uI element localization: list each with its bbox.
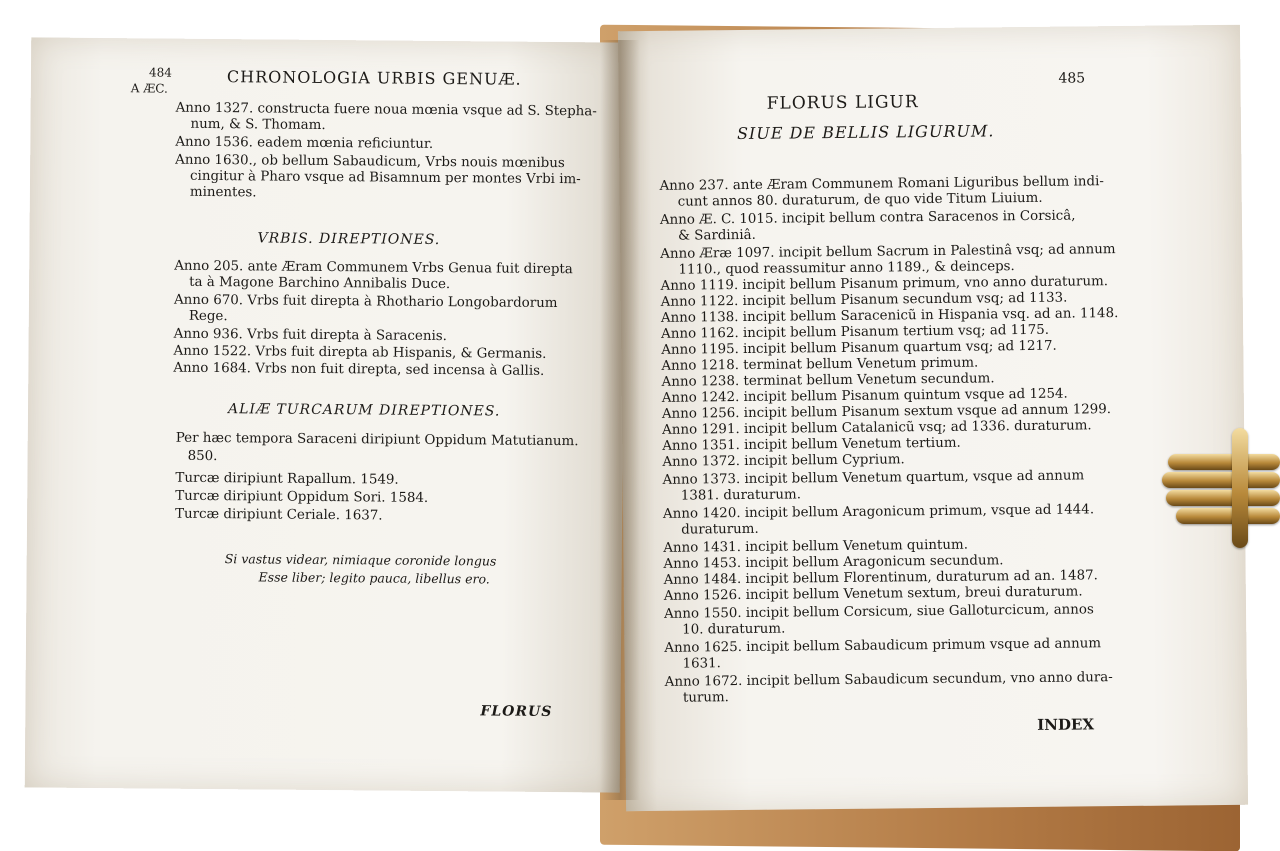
text-line: Anno 1522. Vrbs fuit direpta ab Hispanis, & Germanis. — [173, 343, 547, 362]
text-line: Anno 670. Vrbs fuit direpta à Rhothario Longobardorum — [173, 292, 558, 312]
section-title-direptiones: VRBIS. DIREPTIONES. — [257, 230, 441, 248]
text-line: Anno 1327. constructa fuere noua mœnia vsque ad S. Stepha- — [175, 100, 597, 120]
text-line: 10. duraturum. — [682, 621, 786, 638]
text-line: Anno 1684. Vrbs non fuit direpta, sed incensa à Gallis. — [173, 360, 545, 379]
text-line: Anno 1672. incipit bellum Sabaudicum secundum, vno anno dura- — [664, 670, 1113, 690]
text-line: Anno 1484. incipit bellum Florentinum, duraturum ad an. 1487. — [663, 568, 1098, 588]
text-line: Anno Æræ 1097. incipit bellum Sacrum in Palestinâ vsq; ad annum — [660, 242, 1116, 262]
brass-clasp — [1162, 418, 1280, 558]
text-line: Anno 1138. incipit bellum Saracenicũ in Hispania vsq. ad an. 1148. — [660, 306, 1119, 326]
text-line: Anno 1122. incipit bellum Pisanum secundum vsq; ad 1133. — [660, 290, 1068, 310]
margin-label: A ÆC. — [130, 81, 168, 96]
verse-line: Esse liber; legito pauca, libellus ero. — [258, 569, 490, 587]
text-line: Turcæ diripiunt Ceriale. 1637. — [175, 506, 383, 524]
text-line: Anno 1351. incipit bellum Venetum tertium. — [662, 435, 961, 454]
running-head-left: CHRONOLOGIA URBIS GENUÆ. — [226, 67, 522, 89]
text-line: Anno 1431. incipit bellum Venetum quintum. — [663, 537, 969, 556]
text-line: Anno 1218. terminat bellum Venetum primum. — [661, 355, 979, 374]
text-line: Anno 1536. eadem mœnia reficiuntur. — [175, 134, 434, 152]
text-line: num, & S. Thomam. — [190, 116, 326, 133]
catchword-left: FLORUS — [480, 703, 553, 720]
text-line: Turcæ diripiunt Rapallum. 1549. — [175, 470, 399, 488]
text-line: turum. — [682, 690, 729, 706]
text-line: Anno 1550. incipit bellum Corsicum, siue Galloturcicum, annos — [663, 602, 1094, 622]
verse-line: Si vastus videar, nimiaque coronide longus — [224, 551, 497, 569]
text-line: Anno 1453. incipit bellum Aragonicum secundum. — [663, 553, 1004, 572]
right-page — [618, 25, 1248, 811]
text-line: Per hæc tempora Saraceni diripiunt Oppidum Matutianum. — [175, 430, 579, 450]
text-line: Anno 1420. incipit bellum Aragonicum primum, vsque ad 1444. — [662, 502, 1095, 522]
text-line: 1631. — [682, 656, 721, 672]
text-line: ta à Magone Barchino Annibalis Duce. — [189, 274, 451, 293]
text-line: Anno 1242. incipit bellum Pisanum quintum vsque ad 1254. — [661, 386, 1068, 406]
text-line: Anno 1630., ob bellum Sabaudicum, Vrbs nouis mœnibus — [175, 152, 565, 172]
text-line: Anno 1162. incipit bellum Pisanum tertium vsq; ad 1175. — [661, 322, 1050, 342]
text-line: cingitur à Pharo vsque ad Bisamnum per montes Vrbi im- — [190, 168, 581, 188]
page-number-left: 484 — [148, 65, 172, 80]
text-line: Anno 1526. incipit bellum Venetum sextum, breui duraturum. — [663, 584, 1083, 604]
text-line: 1110., quod reassumitur anno 1189., & deinceps. — [678, 259, 1015, 278]
section-title-turcarum: ALIÆ TURCARUM DIREPTIONES. — [227, 401, 501, 420]
catchword-right: INDEX — [1037, 715, 1095, 734]
text-line: Anno 936. Vrbs fuit direpta à Saracenis. — [173, 326, 447, 345]
left-page — [25, 37, 627, 792]
text-line: Anno Æ. C. 1015. incipit bellum contra Saracenos in Corsicâ, — [659, 208, 1076, 228]
text-line: Anno 1119. incipit bellum Pisanum primum, vno anno duraturum. — [660, 274, 1109, 294]
text-line: 850. — [187, 448, 218, 465]
page-subtitle: SIUE DE BELLIS LIGURUM. — [736, 121, 995, 144]
text-line: duraturum. — [681, 521, 759, 538]
text-line: 1381. duraturum. — [680, 487, 802, 504]
text-line: Anno 1291. incipit bellum Catalanicũ vsq; ad 1336. duraturum. — [662, 418, 1092, 438]
text-line: Anno 205. ante Æram Communem Vrbs Genua fuit direpta — [174, 258, 573, 278]
page-title: FLORUS LIGUR — [766, 92, 919, 114]
text-line: minentes. — [189, 184, 257, 201]
text-line: cunt annos 80. duraturum, de quo vide Titum Liuium. — [677, 190, 1043, 210]
text-line: Anno 1372. incipit bellum Cyprium. — [662, 452, 905, 470]
text-line: Anno 1625. incipit bellum Sabaudicum primum vsque ad annum — [664, 636, 1102, 656]
text-line: Anno 1373. incipit bellum Venetum quartum, vsque ad annum — [662, 468, 1085, 488]
text-line: Turcæ diripiunt Oppidum Sori. 1584. — [175, 488, 429, 506]
page-number-right: 485 — [1058, 70, 1086, 87]
text-line: Anno 1256. incipit bellum Pisanum sextum vsque ad annum 1299. — [661, 402, 1112, 422]
text-line: & Sardiniâ. — [678, 227, 756, 244]
text-line: Anno 1238. terminat bellum Venetum secundum. — [661, 371, 995, 390]
text-line: Anno 237. ante Æram Communem Romani Liguribus bellum indi- — [659, 174, 1104, 194]
book-gutter — [600, 40, 640, 800]
text-line: Anno 1195. incipit bellum Pisanum quartum vsq; ad 1217. — [661, 338, 1057, 358]
text-line: Rege. — [188, 308, 228, 325]
